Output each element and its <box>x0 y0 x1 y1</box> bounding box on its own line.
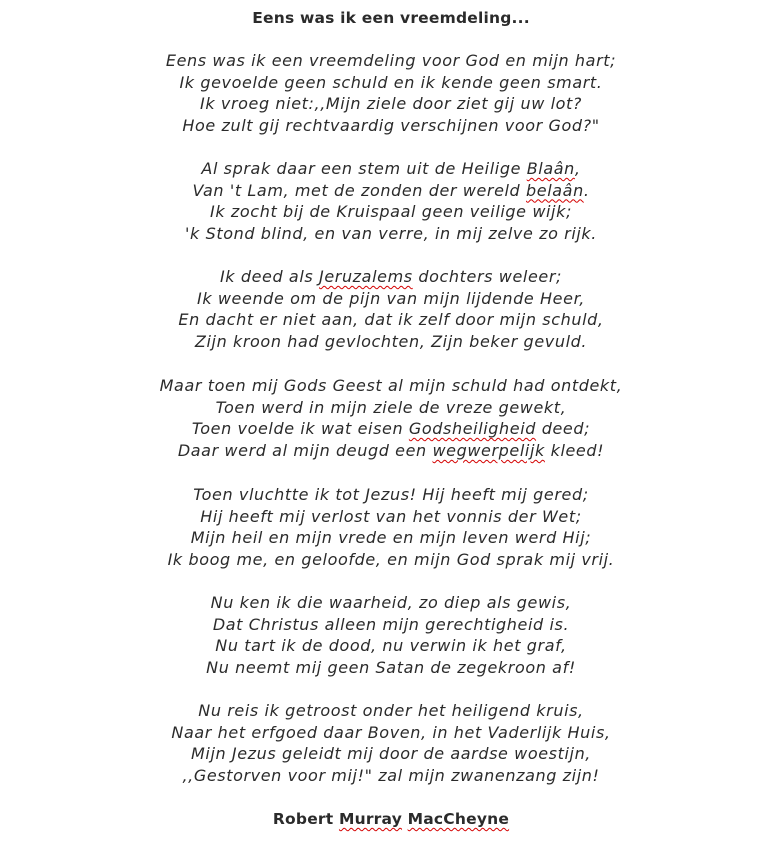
poem-line: Hij heeft mij verlost van het vonnis der Wet; <box>200 506 582 526</box>
stanza-5 <box>0 484 782 570</box>
spellcheck-flag: Jeruzalems <box>319 267 413 286</box>
spellcheck-flag: wegwerpelijk <box>432 440 545 460</box>
spellcheck-flag: MacCheyne <box>407 810 510 828</box>
poem-line: En dacht er niet aan, dat ik zelf door mijn schuld, <box>178 310 604 330</box>
poem-line: ,,Gestorven voor mij!" zal mijn zwanenzang zijn! <box>182 765 600 785</box>
poem-line: Toen vluchtte ik tot Jezus! Hij heeft mij gered; <box>193 485 589 504</box>
poem-line: Mijn heil en mijn vrede en mijn leven werd Hij; <box>190 528 592 548</box>
stanza-7 <box>0 700 782 786</box>
spellcheck-flag: Murray <box>338 810 403 828</box>
poem-line: Nu reis ik getroost onder het heiligend kruis, <box>198 701 584 720</box>
poem-line: Maar toen mij Gods Geest al mijn schuld had ontdekt, <box>159 376 623 395</box>
poem-author: Robert Murray MacCheyne <box>272 810 510 828</box>
stanza-4 <box>0 375 782 461</box>
stanza-6 <box>0 592 782 678</box>
poem-line: Nu neemt mij geen Satan de zegekroon af! <box>206 657 576 677</box>
poem-line: Toen voelde ik wat eisen Godsheiligheid deed; <box>191 419 591 439</box>
poem-line: Ik weende om de pijn van mijn lijdende Heer, <box>197 288 585 308</box>
poem-line: Dat Christus alleen mijn gerechtigheid is. <box>212 614 570 634</box>
poem-line: Toen werd in mijn ziele de vreze gewekt, <box>215 397 567 417</box>
poem-line: Ik deed als Jeruzalems dochters weleer; <box>219 267 563 286</box>
spellcheck-flag: belaân <box>526 180 584 200</box>
spellcheck-flag: Blaân <box>526 159 575 178</box>
poem-line: Al sprak daar een stem uit de Heilige Blaân, <box>201 159 581 178</box>
poem-title: Eens was ik een vreemdeling... <box>252 9 530 27</box>
stanza-3 <box>0 266 782 352</box>
poem-line: Van 't Lam, met de zonden der wereld belaân. <box>192 180 590 200</box>
poem-line: Mijn Jezus geleidt mij door de aardse woestijn, <box>191 744 591 764</box>
poem-line: 'k Stond blind, en van verre, in mij zelve zo rijk. <box>185 223 597 243</box>
poem-line: Naar het erfgoed daar Boven, in het Vaderlijk Huis, <box>171 722 611 742</box>
poem-line: Ik boog me, en geloofde, en mijn God sprak mij vrij. <box>167 549 615 569</box>
stanza-1 <box>0 50 782 136</box>
poem-line: Ik vroeg niet:,,Mijn ziele door ziet gij uw lot? <box>200 94 582 114</box>
stanza-2 <box>0 158 782 244</box>
spellcheck-flag: Godsheiligheid <box>408 419 537 439</box>
poem-line: Daar werd al mijn deugd een wegwerpelijk kleed! <box>177 440 605 460</box>
poem-line: Ik zocht bij de Kruispaal geen veilige wijk; <box>210 202 572 222</box>
poem-line: Hoe zult gij rechtvaardig verschijnen voor God?" <box>182 115 600 135</box>
poem-line: Eens was ik een vreemdeling voor God en mijn hart; <box>165 51 617 70</box>
poem-line: Nu ken ik die waarheid, zo diep als gewis, <box>210 593 572 612</box>
poem-line: Zijn kroon had gevlochten, Zijn beker gevuld. <box>194 331 588 351</box>
poem-line: Ik gevoelde geen schuld en ik kende geen smart. <box>179 72 603 92</box>
poem-line: Nu tart ik de dood, nu verwin ik het graf, <box>215 636 567 656</box>
